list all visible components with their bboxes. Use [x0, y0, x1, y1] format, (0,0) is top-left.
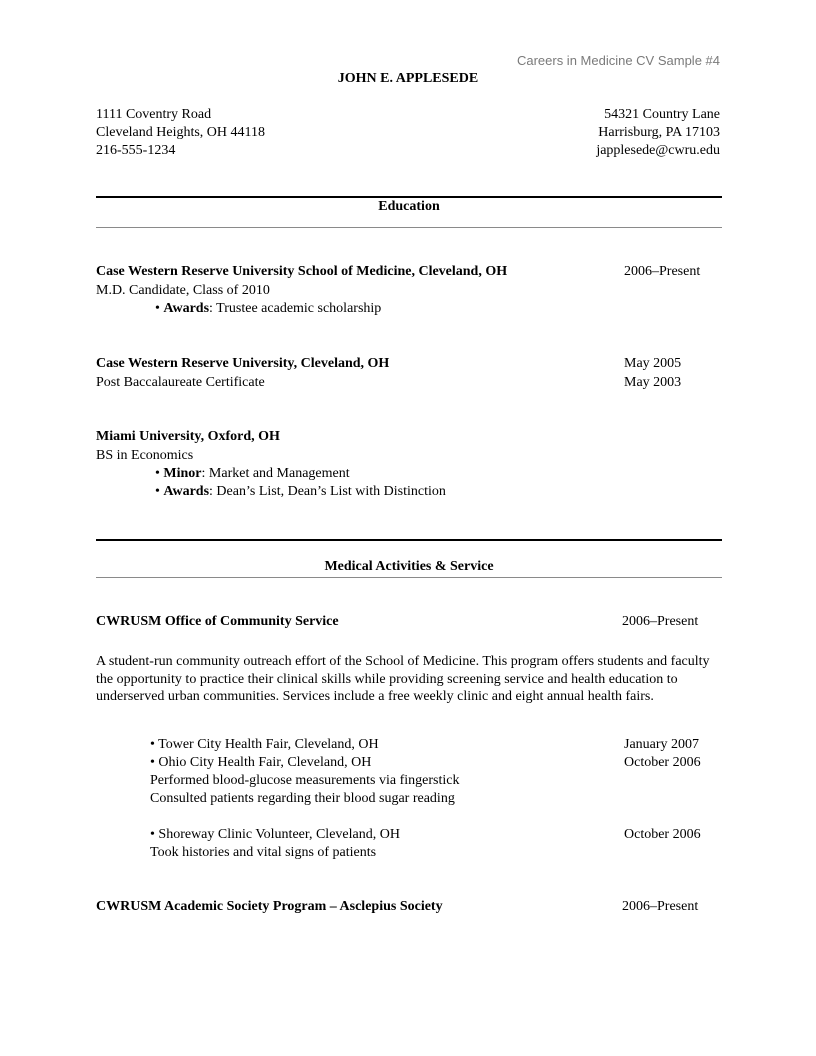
bullet-item: • Awards: Trustee academic scholarship [155, 301, 382, 316]
entry-date: 2006–Present [624, 264, 701, 279]
institution-name: Miami University, Oxford, OH [96, 429, 280, 444]
bullet-text: : Trustee academic scholarship [209, 301, 382, 316]
medical-heading: Medical Activities & Service [324, 559, 494, 574]
activity-item: • Shoreway Clinic Volunteer, Cleveland, OH [150, 827, 400, 842]
org-title: CWRUSM Office of Community Service [96, 614, 339, 629]
applicant-name: JOHN E. APPLESEDE [337, 71, 479, 86]
activity-date: October 2006 [624, 755, 701, 770]
activity-date: October 2006 [624, 827, 701, 842]
activity-item: • Tower City Health Fair, Cleveland, OH [150, 737, 379, 752]
activity-detail: Took histories and vital signs of patients [150, 845, 377, 860]
bullet-label: Awards [163, 301, 210, 316]
medical-rule-top [96, 539, 722, 541]
degree: M.D. Candidate, Class of 2010 [96, 283, 270, 298]
medical-rule-bottom [96, 577, 722, 578]
bullet-text: : Market and Management [201, 466, 350, 481]
address-left-line2: Cleveland Heights, OH 44118 [96, 125, 266, 140]
activity-item: • Ohio City Health Fair, Cleveland, OH [150, 755, 372, 770]
page-header-tag: Careers in Medicine CV Sample #4 [516, 53, 720, 68]
org-date: 2006–Present [622, 614, 699, 629]
org-date: 2006–Present [622, 899, 699, 914]
education-heading: Education [378, 199, 440, 214]
bullet-text: : Dean’s List, Dean’s List with Distinction [209, 484, 446, 499]
bullet-item: • Awards: Dean’s List, Dean’s List with Distinction [155, 484, 446, 499]
org-title: CWRUSM Academic Society Program – Asclepius Society [96, 899, 443, 914]
institution-name: Case Western Reserve University School of Medicine, Cleveland, OH [96, 264, 508, 279]
entry-date-2: May 2003 [624, 375, 682, 390]
activity-detail: Performed blood-glucose measurements via fingerstick [150, 773, 460, 788]
entry-date: May 2005 [624, 356, 682, 371]
address-left-line1: 1111 Coventry Road [96, 107, 212, 122]
address-left-line3: 216-555-1234 [96, 143, 176, 158]
degree: BS in Economics [96, 448, 194, 463]
activity-date: January 2007 [624, 737, 700, 752]
bullet-label: Minor [163, 466, 202, 481]
address-right-line2: Harrisburg, PA 17103 [598, 125, 720, 140]
org-description: A student-run community outreach effort of the School of Medicine. This program offers students and faculty the opportunity to practice their clinical skills while providing screening service and health education to underserved urban communities. Services include a free weekly clinic and eight annual health fairs. [96, 654, 710, 704]
address-right-line3: japplesede@cwru.edu [596, 143, 720, 158]
degree: Post Baccalaureate Certificate [96, 375, 265, 390]
address-right-line1: 54321 Country Lane [604, 107, 720, 122]
education-rule-bottom [96, 227, 722, 228]
activity-detail: Consulted patients regarding their blood sugar reading [150, 791, 455, 806]
institution-name: Case Western Reserve University, Cleveland, OH [96, 356, 390, 371]
bullet-item: • Minor: Market and Management [155, 466, 350, 481]
bullet-label: Awards [163, 484, 210, 499]
